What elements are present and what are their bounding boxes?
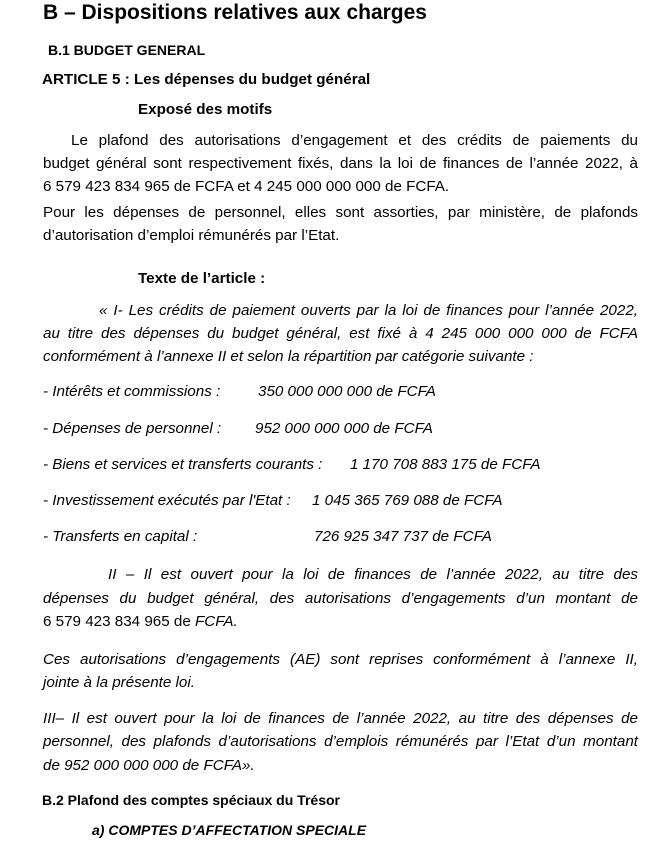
category-label: - Investissement exécutés par l'Etat : [43,492,291,509]
expose-paragraph-line: 6 579 423 834 965 de FCFA et 4 245 000 000 000 de FCFA. [43,178,450,195]
article-paragraph-line: personnel, des plafonds d’autorisations d’emplois rémunérés par l’Etat d’un montant [43,733,638,750]
category-amount: 1 170 708 883 175 de FCFA [350,456,541,473]
subsection-title-b2: B.2 Plafond des comptes spéciaux du Trésor [42,792,340,808]
category-amount: 1 045 365 769 088 de FCFA [312,492,503,509]
category-label: - Transferts en capital : [43,528,198,545]
expose-paragraph-line: budget général sont respectivement fixés, dans la loi de finances de l’année 2022, à [43,155,638,172]
article-paragraph-line: Ces autorisations d’engagements (AE) sont reprises conformément à l’annexe II, [43,651,638,668]
currency-text: FCFA. [195,613,238,630]
section-title: B – Dispositions relatives aux charges [43,1,427,24]
category-amount: 726 925 347 737 de FCFA [314,528,492,545]
article-paragraph-line: de 952 000 000 000 de FCFA». [43,757,255,774]
expose-title: Exposé des motifs [138,101,273,118]
sub-subsection-title: a) COMPTES D’AFFECTATION SPECIALE [92,822,367,838]
article-title: ARTICLE 5 : Les dépenses du budget général [42,71,371,88]
article-paragraph-line: III– Il est ouvert pour la loi de finances de l’année 2022, au titre des dépenses de [43,710,638,727]
category-amount: 350 000 000 000 de FCFA [258,383,436,400]
category-amount: 952 000 000 000 de FCFA [255,420,433,437]
category-label: - Biens et services et transferts courants : [43,456,323,473]
article-paragraph-line: « I- Les crédits de paiement ouverts par la loi de finances pour l’année 2022, [99,302,638,319]
category-label: - Intérêts et commissions : [43,383,221,400]
amount-text: 6 579 423 834 965 de [43,613,196,630]
expose-paragraph-line: d’autorisation d’emploi rémunérés par l’Etat. [43,227,340,244]
texte-title: Texte de l’article : [138,270,266,287]
article-paragraph-line: II – Il est ouvert pour la loi de finances de l’année 2022, au titre des [108,566,638,583]
category-label: - Dépenses de personnel : [43,420,222,437]
expose-paragraph-line: Pour les dépenses de personnel, elles sont assorties, par ministère, de plafonds [43,204,638,221]
article-paragraph-line: jointe à la présente loi. [43,674,195,691]
article-paragraph-line: conformément à l’annexe II et selon la répartition par catégorie suivante : [43,348,534,365]
article-paragraph-line: au titre des dépenses du budget général, est fixé à 4 245 000 000 000 de FCFA [43,325,638,342]
article-paragraph-line [43,612,638,632]
subsection-title-b1: B.1 BUDGET GENERAL [48,42,206,58]
article-paragraph-line: dépenses du budget général, des autorisations d’engagements d’un montant de [43,590,638,607]
expose-paragraph-line: Le plafond des autorisations d’engagement et des crédits de paiements du [71,132,638,149]
